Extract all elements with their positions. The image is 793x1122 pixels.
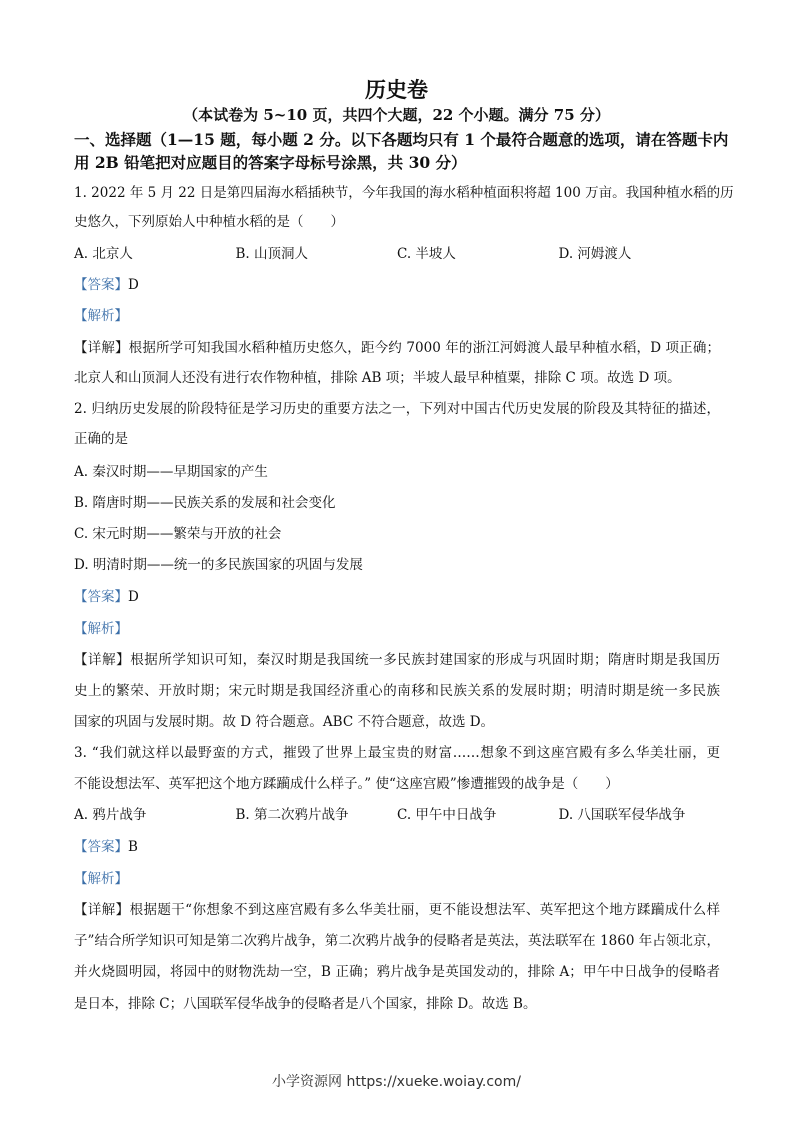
option-b: B. 隋唐时期——民族关系的发展和社会变化 [74, 495, 336, 511]
answer-value: D [128, 277, 139, 293]
option-d: D. 河姆渡人 [558, 246, 632, 262]
detail-text: 并火烧圆明园，将园中的财物洗劫一空，B 正确；鸦片战争是英国发动的，排除 A；甲午中日战争的侵略者 [74, 964, 720, 980]
analysis-label: 【解析】 [74, 621, 128, 637]
answer-label: 【答案】 [74, 277, 128, 293]
option-d: D. 明清时期——统一的多民族国家的巩固与发展 [74, 557, 363, 573]
detail-text: 【详解】根据所学知识可知，秦汉时期是我国统一多民族封建国家的形成与巩固时期；隋唐时期是我国历 [74, 652, 720, 668]
option-b: B. 第二次鸦片战争 [235, 807, 349, 823]
question-stem: 2. 归纳历史发展的阶段特征是学习历史的重要方法之一，下列对中国古代历史发展的阶段及其特征的描述， [74, 401, 720, 417]
question-stem: 正确的是 [74, 431, 128, 447]
option-c: C. 甲午中日战争 [397, 807, 497, 823]
detail-text: 【详解】根据题干“你想象不到这座宫殿有多么华美壮丽，更不能设想法军、英军把这个地方蹂躏成什么样 [74, 902, 720, 918]
detail-text: 北京人和山顶洞人还没有进行农作物种植，排除 AB 项；半坡人最早种植粟，排除 C 项。故选 D 项。 [74, 370, 681, 386]
question-stem: 1. 2022 年 5 月 22 日是第四届海水稻插秧节，今年我国的海水稻种植面积将超 100 万亩。我国种植水稻的历 [74, 185, 734, 201]
options-row [74, 245, 720, 263]
answer-label: 【答案】 [74, 839, 128, 855]
option-c: C. 宋元时期——繁荣与开放的社会 [74, 526, 282, 542]
question-stem: 史悠久，下列原始人中种植水稻的是（ ） [74, 214, 344, 230]
option-a: A. 秦汉时期——早期国家的产生 [74, 464, 268, 480]
answer-line [74, 838, 720, 856]
page-title: 历史卷 [365, 77, 428, 102]
detail-text: 史上的繁荣、开放时期；宋元时期是我国经济重心的南移和民族关系的发展时期；明清时期是统一多民族 [74, 683, 720, 699]
option-a: A. 北京人 [74, 246, 133, 262]
option-a: A. 鸦片战争 [74, 807, 147, 823]
section-heading-cont: 用 2B 铅笔把对应题目的答案字母标号涂黑，共 30 分） [74, 153, 467, 172]
question-stem: 3. “我们就这样以最野蛮的方式，摧毁了世界上最宝贵的财富……想象不到这座宫殿有多么华美壮丽，更 [74, 745, 720, 761]
detail-text: 是日本，排除 C；八国联军侵华战争的侵略者是八个国家，排除 D。故选 B。 [74, 996, 537, 1012]
option-d: D. 八国联军侵华战争 [558, 807, 686, 823]
option-c: C. 半坡人 [397, 246, 456, 262]
answer-line [74, 276, 720, 294]
detail-text: 国家的巩固与发展时期。故 D 符合题意。ABC 不符合题意，故选 D。 [74, 714, 495, 730]
detail-text: 【详解】根据所学可知我国水稻种植历史悠久，距今约 7000 年的浙江河姆渡人最早种植水稻，D 项正确； [74, 340, 720, 356]
detail-text: 子”结合所学知识可知是第二次鸦片战争，第二次鸦片战争的侵略者是英法，英法联军在 1860 年占领北京， [74, 933, 720, 949]
exam-subtitle: （本试卷为 5~10 页，共四个大题，22 个小题。满分 75 分） [183, 106, 610, 124]
option-b: B. 山顶洞人 [235, 246, 309, 262]
analysis-label: 【解析】 [74, 308, 128, 324]
answer-value: D [128, 589, 139, 605]
options-row [74, 806, 720, 824]
footer-watermark: 小学资源网 https://xueke.woiay.com/ [272, 1074, 521, 1090]
section-heading: 一、选择题（1—15 题，每小题 2 分。以下各题均只有 1 个最符合题意的选项，请在答题卡内 [74, 130, 729, 149]
answer-label: 【答案】 [74, 589, 128, 605]
question-stem: 不能设想法军、英军把这个地方蹂躏成什么样子。” 使“这座宫殿”惨遭摧毁的战争是（ ） [74, 776, 619, 792]
analysis-label: 【解析】 [74, 871, 128, 887]
answer-value: B [128, 839, 138, 855]
answer-line [74, 588, 720, 606]
